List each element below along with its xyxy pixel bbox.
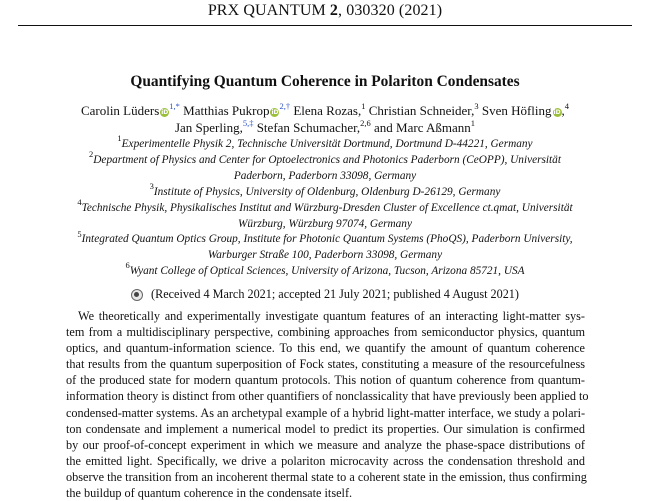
journal-article: , 030320 (2021) [338, 2, 443, 19]
journal-volume: 2 [329, 2, 339, 19]
author-name[interactable]: Jan Sperling, [174, 120, 243, 135]
author-name[interactable]: Christian Schneider, [368, 103, 475, 118]
abstract-line: by our proof-of-concept experiment in which we measure and analyze the phase-space distributions of [66, 437, 585, 452]
affiliation-number: 1 [117, 133, 122, 144]
affiliation-4 [40, 196, 610, 217]
affiliation-2-cont: Paderborn, Paderborn 33098, Germany [233, 169, 417, 182]
abstract-line: tem from a multidisciplinary perspective, combining approaches from semiconductor physics, quantum [66, 325, 585, 340]
author-affil-sup: 3 [474, 100, 479, 111]
abstract [66, 308, 589, 501]
affiliation-text: Institute of Physics, University of Oldenburg, Oldenburg D-26129, Germany [153, 185, 501, 198]
author-name[interactable]: Carolin Lüders [80, 103, 160, 118]
affiliation-number: 3 [149, 180, 154, 191]
author-name[interactable]: Sven Höfling [481, 103, 552, 118]
abstract-line: the buildup of quantum coherence in the condensate itself. [66, 486, 353, 501]
abstract-line: information theory is distinct from other quantifiers of nonclassicality that have previously been applied to [66, 389, 589, 404]
affiliation-3 [40, 180, 610, 201]
affiliation-number: 6 [125, 260, 130, 271]
abstract-line: the emitted light. Specifically, we drive a polariton microcavity across the condensation threshold and [66, 453, 585, 468]
author-affil-sup: 1 [470, 117, 476, 128]
affiliation-text: Wyant College of Optical Sciences, University of Arizona, Tucson, Arizona 85721, USA [129, 265, 525, 278]
affiliation-text: Experimentelle Physik 2, Technische Universität Dortmund, Dortmund D-44221, Germany [121, 138, 533, 150]
affiliation-1 [40, 133, 610, 153]
paper-title: Quantifying Quantum Coherence in Polariton Condensates [130, 73, 520, 90]
journal-name: PRX QUANTUM [207, 2, 326, 19]
affiliation-2 [40, 149, 610, 169]
affiliation-6 [40, 260, 610, 280]
affiliation-number: 4 [77, 196, 82, 207]
affiliation-5-cont: Warburger Straße 100, Paderborn 33098, Germany [207, 249, 443, 262]
header-rule [18, 25, 632, 26]
affiliation-number: 2 [89, 149, 94, 160]
author-affil-sup: 4 [564, 100, 570, 111]
affiliation-text: Department of Physics and Center for Optoelectronics and Photonics Paderborn (CeOPP), Universität [93, 153, 561, 166]
author-affil-sup[interactable]: 5,‡ [242, 117, 254, 128]
affiliations [40, 133, 610, 280]
affiliation-text: Integrated Quantum Optics Group, Institute for Photonic Quantum Systems (PhoQS), Paderborn University, [81, 233, 573, 246]
abstract-line: condensed-matter systems. As an archetypal example of a hybrid light-matter interface, we study a polari- [66, 405, 586, 420]
author-affil-sup[interactable]: 1,* [169, 100, 180, 111]
orcid-icon[interactable]: iD [161, 109, 169, 116]
affiliation-text: Technische Physik, Physikalisches Institut and Würzburg-Dresden Cluster of Excellence ct.qmat, Universität [81, 201, 573, 214]
author-affil-sup: 1 [361, 100, 366, 111]
crossmark-icon[interactable] [131, 289, 143, 301]
abstract-line: ton condensate and implement a numerical model to predict its properties. Our simulation is confirmed [66, 421, 585, 436]
received-text: (Received 4 March 2021; accepted 21 July 2021; published 4 August 2021) [151, 287, 519, 301]
author-line-1: Carolin Lüders $iD^{1,*}$ Matthias Pukrop $iD^{2,\dagger}$ Elena Rozas,$^1$ Christian Schneider,$^3$ Sven Höfling iD,$^4$ [80, 100, 570, 118]
orcid-icon[interactable]: iD [271, 109, 279, 116]
affiliation-4-cont: Würzburg, Würzburg 97074, Germany [238, 217, 412, 230]
author-name[interactable]: and Marc Aßmann [374, 120, 471, 135]
journal-header [0, 2, 650, 20]
author-line-2 [40, 119, 610, 136]
author-affil-sup[interactable]: 2,† [279, 100, 291, 111]
abstract-line: of the produced state for modern quantum protocols. This notion of quantum coherence from quantum- [66, 373, 585, 388]
abstract-line: that results from the quantum superposition of Fock states, constituting a measure of the resourcefulness [66, 357, 585, 372]
author-name[interactable]: Matthias Pukrop [183, 103, 270, 118]
received-dates [0, 287, 650, 302]
affiliation-5 [40, 228, 610, 248]
abstract-line: optics, and quantum-information science. To this end, we quantify the amount of quantum coherence [66, 341, 585, 356]
abstract-line: We theoretically and experimentally investigate quantum features of an interacting light-matter sys- [78, 309, 585, 323]
affiliation-number: 5 [77, 228, 82, 239]
author-name[interactable]: Elena Rozas, [293, 103, 362, 118]
abstract-line: observe the transition from an incoherent thermal state to a coherent state in the emission, thus confirming [66, 469, 587, 484]
orcid-icon[interactable]: iD [553, 109, 561, 116]
author-name[interactable]: Stefan Schumacher, [256, 120, 361, 135]
author-affil-sup: 2,6 [360, 117, 371, 128]
